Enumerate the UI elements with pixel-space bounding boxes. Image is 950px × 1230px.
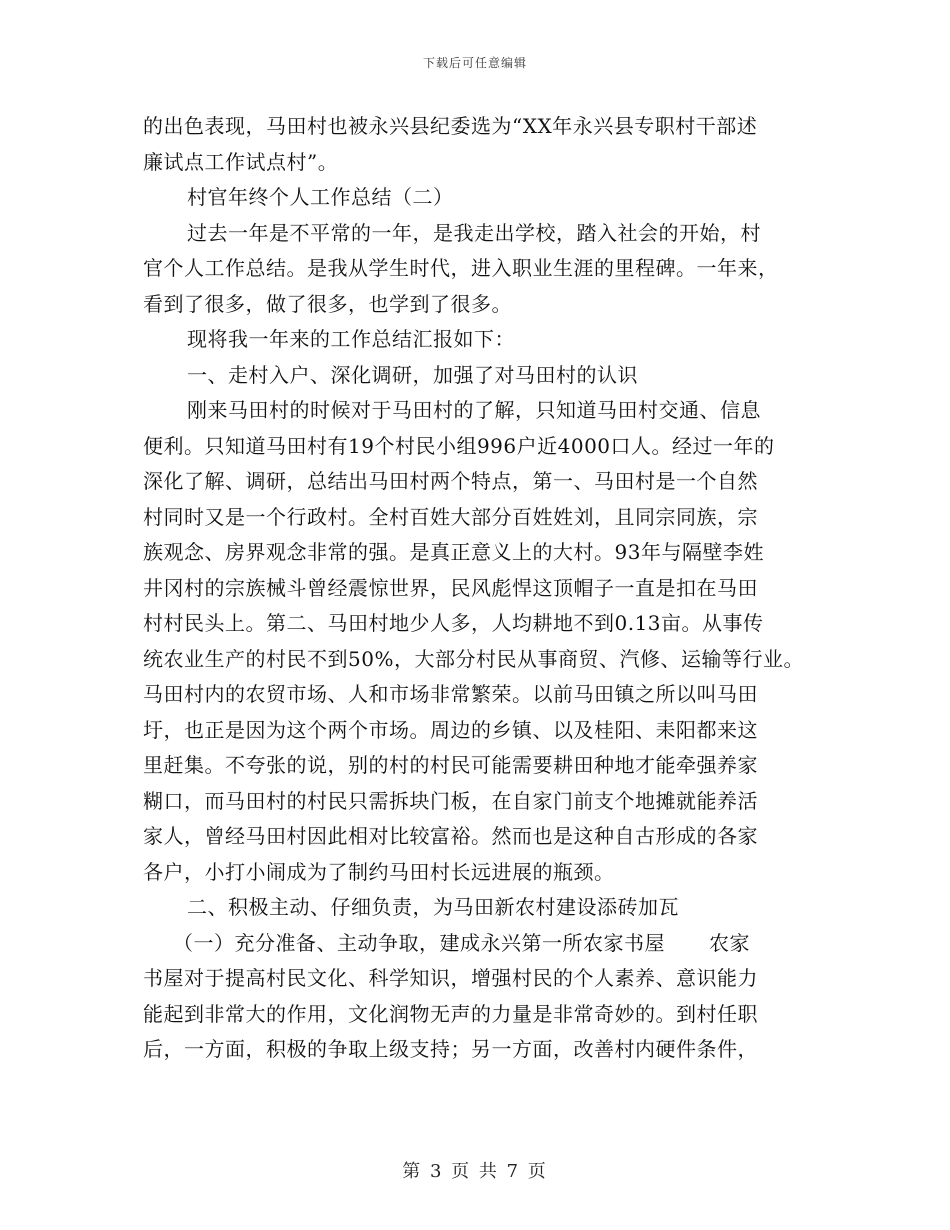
line-text: 里赶集。不夸张的说，别的村的村民可能需要耕田种地才能牵强养家 — [143, 753, 758, 777]
line-text: 村村民头上。第二、马田村地少人多，人均耕地不到0.13亩。从事传 — [143, 611, 764, 635]
footer-middle: 页 共 — [451, 1161, 499, 1182]
text-line — [143, 571, 823, 607]
line-text: 一、走村入户、深化调研，加强了对马田村的认识 — [187, 362, 638, 387]
text-line — [143, 961, 823, 997]
text-line — [143, 784, 823, 820]
text-line — [143, 890, 823, 926]
footer-total-pages: 7 — [506, 1161, 521, 1182]
text-line — [143, 322, 823, 358]
footer-current-page: 3 — [429, 1161, 444, 1182]
text-line — [143, 642, 823, 678]
footer-prefix: 第 — [402, 1161, 423, 1182]
text-line — [143, 287, 823, 323]
text-line — [143, 677, 823, 713]
footer-suffix: 页 — [527, 1161, 548, 1182]
line-text: 村同时又是一个行政村。全村百姓大部分百姓姓刘，且同宗同族，宗 — [143, 504, 758, 529]
line-tail-text: 农家 — [709, 930, 750, 955]
line-text: 深化了解、调研，总结出马田村两个特点，第一、马田村是一个自然 — [143, 469, 758, 493]
page-header: 下载后可任意编辑 — [422, 56, 527, 70]
text-line — [143, 748, 823, 784]
text-line — [143, 997, 823, 1033]
text-line — [143, 358, 823, 394]
line-text: 廉试点工作试点村”。 — [143, 149, 339, 174]
line-text: 糊口，而马田村的村民只需拆块门板，在自家门前支个地摊就能养活 — [143, 788, 758, 813]
text-line — [143, 1032, 823, 1068]
text-line — [143, 926, 823, 962]
line-text: 后，一方面，积极的争取上级支持；另一方面，改善村内硬件条件， — [143, 1037, 758, 1061]
line-text: 马田村内的农贸市场、人和市场非常繁荣。以前马田镇之所以叫马田 — [143, 682, 758, 706]
text-line — [143, 216, 823, 252]
line-text: 刚来马田村的时候对于马田村的了解，只知道马田村交通、信息 — [187, 398, 761, 422]
line-text: 的出色表现，马田村也被永兴县纪委选为“XX年永兴县专职村干部述 — [143, 114, 758, 138]
line-text: 便利。只知道马田村有19个村民小组996户近4000口人。经过一年的 — [143, 433, 775, 458]
line-text: 看到了很多，做了很多，也学到了很多。 — [143, 291, 512, 316]
line-text: 村官年终个人工作总结（二） — [187, 185, 454, 209]
line-text: （一）充分准备、主动争取，建成永兴第一所农家书屋 — [173, 930, 665, 955]
document-body — [143, 109, 823, 1068]
text-line — [143, 109, 823, 145]
text-line — [143, 500, 823, 536]
text-line — [143, 251, 823, 287]
line-text: 圩，也正是因为这个两个市场。周边的乡镇、以及桂阳、耒阳都来这 — [143, 717, 758, 742]
line-text: 书屋对于提高村民文化、科学知识，增强村民的个人素养、意识能力 — [143, 966, 758, 990]
text-line — [143, 393, 823, 429]
line-text: 井冈村的宗族械斗曾经震惊世界，民风彪悍这顶帽子一直是扣在马田 — [143, 575, 758, 600]
text-line — [143, 429, 823, 465]
text-line — [143, 713, 823, 749]
line-text: 各户，小打小闹成为了制约马田村长远进展的瓶颈。 — [143, 859, 615, 884]
line-text: 过去一年是不平常的一年，是我走出学校，踏入社会的开始，村 — [187, 220, 761, 245]
text-line — [143, 180, 823, 216]
text-line — [143, 606, 823, 642]
text-line — [143, 855, 823, 891]
line-text: 能起到非常大的作用，文化润物无声的力量是非常奇妙的。到村任职 — [143, 1001, 758, 1026]
line-text: 族观念、房界观念非常的强。是真正意义上的大村。93年与隔壁李姓 — [143, 540, 764, 564]
text-line — [143, 145, 823, 181]
page-footer — [0, 1157, 950, 1183]
line-text: 家人，曾经马田村因此相对比较富裕。然而也是这种自古形成的各家 — [143, 824, 758, 848]
line-text: 现将我一年来的工作总结汇报如下： — [187, 327, 515, 351]
line-text: 官个人工作总结。是我从学生时代，进入职业生涯的里程碑。一年来， — [143, 256, 779, 280]
text-line — [143, 535, 823, 571]
text-line — [143, 464, 823, 500]
line-text: 二、积极主动、仔细负责，为马田新农村建设添砖加瓦 — [187, 895, 679, 919]
line-text: 统农业生产的村民不到50%，大部分村民从事商贸、汽修、运输等行业。 — [143, 646, 804, 671]
text-line — [143, 819, 823, 855]
